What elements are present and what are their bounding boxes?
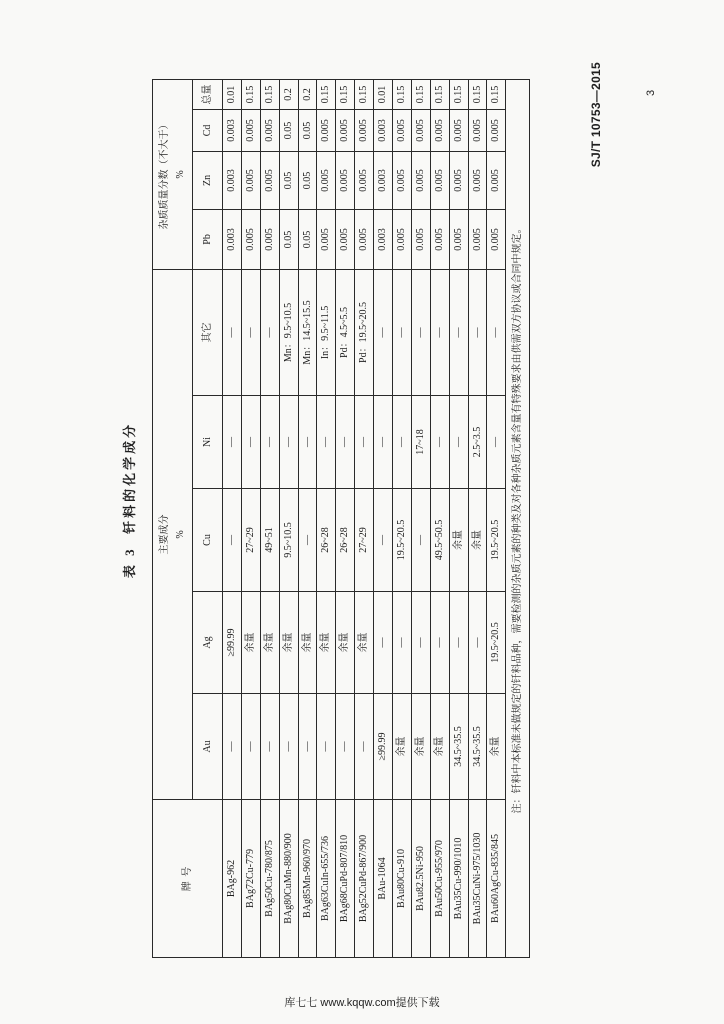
- cd-cell: 0.005: [430, 109, 449, 151]
- brand-cell: BAg72Cu-779: [241, 800, 260, 958]
- other-cell: In：9.5~11.5: [317, 269, 336, 395]
- brand-cell: BAg68CuPd-807/810: [336, 800, 355, 958]
- header-row-groups: [153, 79, 193, 957]
- col-ag-header: Ag: [193, 592, 223, 694]
- pb-cell: 0.003: [223, 209, 242, 269]
- table-row: [374, 79, 393, 957]
- col-zn-header: Zn: [193, 151, 223, 209]
- au-cell: —: [298, 694, 317, 800]
- page-number: 3: [645, 89, 657, 96]
- table-row: [487, 79, 506, 957]
- main-composition-label: 主要成分: [158, 514, 170, 555]
- ni-cell: —: [223, 396, 242, 489]
- table-row: [430, 79, 449, 957]
- brand-cell: BAg80CuMn-880/900: [279, 800, 298, 958]
- table-row: [468, 79, 487, 957]
- au-cell: 余量: [430, 694, 449, 800]
- total-cell: 0.01: [374, 79, 393, 109]
- au-cell: 34.5~35.5: [468, 694, 487, 800]
- au-cell: 余量: [487, 694, 506, 800]
- main-composition-header: [153, 269, 193, 799]
- impurity-label: 杂质质量分数（不大于）: [158, 119, 170, 230]
- other-cell: Pd：19.5~20.5: [355, 269, 374, 395]
- total-cell: 0.15: [449, 79, 468, 109]
- col-other-header: 其它: [193, 269, 223, 395]
- table-row: [336, 79, 355, 957]
- col-cu-header: Cu: [193, 489, 223, 592]
- other-cell: —: [393, 269, 412, 395]
- total-cell: 0.15: [468, 79, 487, 109]
- pb-cell: 0.005: [260, 209, 279, 269]
- cd-cell: 0.005: [241, 109, 260, 151]
- pb-cell: 0.005: [487, 209, 506, 269]
- ag-cell: —: [393, 592, 412, 694]
- total-cell: 0.15: [241, 79, 260, 109]
- note-row: [506, 79, 530, 957]
- pb-cell: 0.005: [449, 209, 468, 269]
- brand-cell: BAu50Cu-955/970: [430, 800, 449, 958]
- cd-cell: 0.005: [468, 109, 487, 151]
- brand-cell: BAu35CuNi-975/1030: [468, 800, 487, 958]
- ni-cell: —: [374, 396, 393, 489]
- ag-cell: 余量: [260, 592, 279, 694]
- pb-cell: 0.005: [393, 209, 412, 269]
- other-cell: —: [468, 269, 487, 395]
- brand-cell: BAg-962: [223, 800, 242, 958]
- cu-cell: 49~51: [260, 489, 279, 592]
- other-cell: —: [430, 269, 449, 395]
- ni-cell: —: [430, 396, 449, 489]
- cu-cell: —: [223, 489, 242, 592]
- cd-cell: 0.05: [298, 109, 317, 151]
- table-row: [355, 79, 374, 957]
- table-row: [260, 79, 279, 957]
- table-row: [279, 79, 298, 957]
- brand-cell: BAg63CuIn-655/736: [317, 800, 336, 958]
- total-cell: 0.15: [260, 79, 279, 109]
- zn-cell: 0.005: [430, 151, 449, 209]
- other-cell: Mn：9.5~10.5: [279, 269, 298, 395]
- cd-cell: 0.003: [374, 109, 393, 151]
- cu-cell: 49.5~50.5: [430, 489, 449, 592]
- col-cd-header: Cd: [193, 109, 223, 151]
- au-cell: 余量: [411, 694, 430, 800]
- brand-cell: BAu35Cu-990/1010: [449, 800, 468, 958]
- ni-cell: —: [487, 396, 506, 489]
- ni-cell: 17~18: [411, 396, 430, 489]
- table-row: [449, 79, 468, 957]
- other-cell: Mn：14.5~15.5: [298, 269, 317, 395]
- cu-cell: 余量: [449, 489, 468, 592]
- zn-cell: 0.005: [241, 151, 260, 209]
- other-cell: Pd：4.5~5.5: [336, 269, 355, 395]
- cd-cell: 0.05: [279, 109, 298, 151]
- table-row: [411, 79, 430, 957]
- ni-cell: —: [317, 396, 336, 489]
- ni-cell: —: [449, 396, 468, 489]
- brand-cell: BAu-1064: [374, 800, 393, 958]
- zn-cell: 0.005: [411, 151, 430, 209]
- zn-cell: 0.05: [298, 151, 317, 209]
- table-row: [298, 79, 317, 957]
- cu-cell: 26~28: [336, 489, 355, 592]
- total-cell: 0.15: [393, 79, 412, 109]
- ni-cell: —: [279, 396, 298, 489]
- table-row: [393, 79, 412, 957]
- standard-number: SJ/T 10753—2015: [589, 62, 603, 168]
- cd-cell: 0.005: [336, 109, 355, 151]
- cd-cell: 0.005: [355, 109, 374, 151]
- other-cell: —: [374, 269, 393, 395]
- total-cell: 0.15: [430, 79, 449, 109]
- other-cell: —: [411, 269, 430, 395]
- brand-cell: BAu80Cu-910: [393, 800, 412, 958]
- pb-cell: 0.005: [411, 209, 430, 269]
- brand-cell: BAg52CuPd-867/900: [355, 800, 374, 958]
- col-ni-header: Ni: [193, 396, 223, 489]
- download-footer: 库七七 www.kqqw.com提供下载: [284, 997, 440, 1009]
- ag-cell: —: [468, 592, 487, 694]
- table-note: 注：钎料中本标准未做规定的钎料品种，需要检测的杂质元素的种类及对各种杂质元素含量有特殊要求由供需双方协议或合同中规定。: [506, 79, 530, 957]
- table-row: [241, 79, 260, 957]
- cu-cell: —: [374, 489, 393, 592]
- ag-cell: 余量: [317, 592, 336, 694]
- main-composition-unit: %: [174, 530, 186, 539]
- zn-cell: 0.003: [223, 151, 242, 209]
- cd-cell: 0.005: [487, 109, 506, 151]
- pb-cell: 0.05: [298, 209, 317, 269]
- ag-cell: —: [449, 592, 468, 694]
- other-cell: —: [223, 269, 242, 395]
- col-total-header: 总量: [193, 79, 223, 109]
- col-pb-header: Pb: [193, 209, 223, 269]
- other-cell: —: [487, 269, 506, 395]
- cu-cell: 余量: [468, 489, 487, 592]
- total-cell: 0.2: [298, 79, 317, 109]
- cu-cell: 19.5~20.5: [487, 489, 506, 592]
- au-cell: —: [317, 694, 336, 800]
- other-cell: —: [260, 269, 279, 395]
- ag-cell: —: [430, 592, 449, 694]
- cd-cell: 0.003: [223, 109, 242, 151]
- total-cell: 0.15: [411, 79, 430, 109]
- zn-cell: 0.005: [336, 151, 355, 209]
- cd-cell: 0.005: [449, 109, 468, 151]
- pb-cell: 0.005: [241, 209, 260, 269]
- cd-cell: 0.005: [260, 109, 279, 151]
- pb-cell: 0.005: [468, 209, 487, 269]
- cd-cell: 0.005: [393, 109, 412, 151]
- total-cell: 0.15: [355, 79, 374, 109]
- pb-cell: 0.005: [355, 209, 374, 269]
- ni-cell: —: [393, 396, 412, 489]
- table-row: [317, 79, 336, 957]
- pb-cell: 0.05: [279, 209, 298, 269]
- zn-cell: 0.005: [260, 151, 279, 209]
- chemical-composition-table: [152, 79, 530, 958]
- cu-cell: —: [411, 489, 430, 592]
- ag-cell: 余量: [355, 592, 374, 694]
- pb-cell: 0.005: [430, 209, 449, 269]
- zn-cell: 0.005: [393, 151, 412, 209]
- pb-cell: 0.005: [317, 209, 336, 269]
- ag-cell: 19.5~20.5: [487, 592, 506, 694]
- au-cell: 余量: [393, 694, 412, 800]
- brand-cell: BAg50Cu-780/875: [260, 800, 279, 958]
- ni-cell: —: [260, 396, 279, 489]
- total-cell: 0.01: [223, 79, 242, 109]
- ag-cell: ≥99.99: [223, 592, 242, 694]
- col-au-header: Au: [193, 694, 223, 800]
- au-cell: ≥99.99: [374, 694, 393, 800]
- au-cell: —: [223, 694, 242, 800]
- zn-cell: 0.005: [449, 151, 468, 209]
- zn-cell: 0.005: [487, 151, 506, 209]
- ag-cell: —: [411, 592, 430, 694]
- zn-cell: 0.005: [355, 151, 374, 209]
- zn-cell: 0.003: [374, 151, 393, 209]
- cd-cell: 0.005: [411, 109, 430, 151]
- pb-cell: 0.003: [374, 209, 393, 269]
- total-cell: 0.15: [317, 79, 336, 109]
- brand-cell: BAu82.5Ni-950: [411, 800, 430, 958]
- au-cell: —: [336, 694, 355, 800]
- ni-cell: 2.5~3.5: [468, 396, 487, 489]
- au-cell: 34.5~35.5: [449, 694, 468, 800]
- au-cell: —: [355, 694, 374, 800]
- ag-cell: 余量: [279, 592, 298, 694]
- zn-cell: 0.005: [468, 151, 487, 209]
- impurity-header: [153, 79, 193, 269]
- impurity-unit: %: [174, 170, 186, 179]
- other-cell: —: [449, 269, 468, 395]
- cu-cell: 27~29: [355, 489, 374, 592]
- brand-cell: BAg85Mn-960/970: [298, 800, 317, 958]
- total-cell: 0.15: [336, 79, 355, 109]
- cu-cell: —: [298, 489, 317, 592]
- table-title: 表 3 钎料的化学成分: [122, 421, 137, 579]
- cu-cell: 27~29: [241, 489, 260, 592]
- zn-cell: 0.005: [317, 151, 336, 209]
- pb-cell: 0.005: [336, 209, 355, 269]
- table-row: [223, 79, 242, 957]
- cu-cell: 9.5~10.5: [279, 489, 298, 592]
- ni-cell: —: [355, 396, 374, 489]
- ag-cell: 余量: [336, 592, 355, 694]
- cu-cell: 19.5~20.5: [393, 489, 412, 592]
- au-cell: —: [241, 694, 260, 800]
- total-cell: 0.15: [487, 79, 506, 109]
- ag-cell: 余量: [241, 592, 260, 694]
- cd-cell: 0.005: [317, 109, 336, 151]
- ni-cell: —: [298, 396, 317, 489]
- ag-cell: —: [374, 592, 393, 694]
- brand-header: 牌 号: [153, 800, 223, 958]
- brand-cell: BAu60AgCu-835/845: [487, 800, 506, 958]
- ni-cell: —: [241, 396, 260, 489]
- au-cell: —: [260, 694, 279, 800]
- zn-cell: 0.05: [279, 151, 298, 209]
- au-cell: —: [279, 694, 298, 800]
- ni-cell: —: [336, 396, 355, 489]
- ag-cell: 余量: [298, 592, 317, 694]
- total-cell: 0.2: [279, 79, 298, 109]
- cu-cell: 26~28: [317, 489, 336, 592]
- other-cell: —: [241, 269, 260, 395]
